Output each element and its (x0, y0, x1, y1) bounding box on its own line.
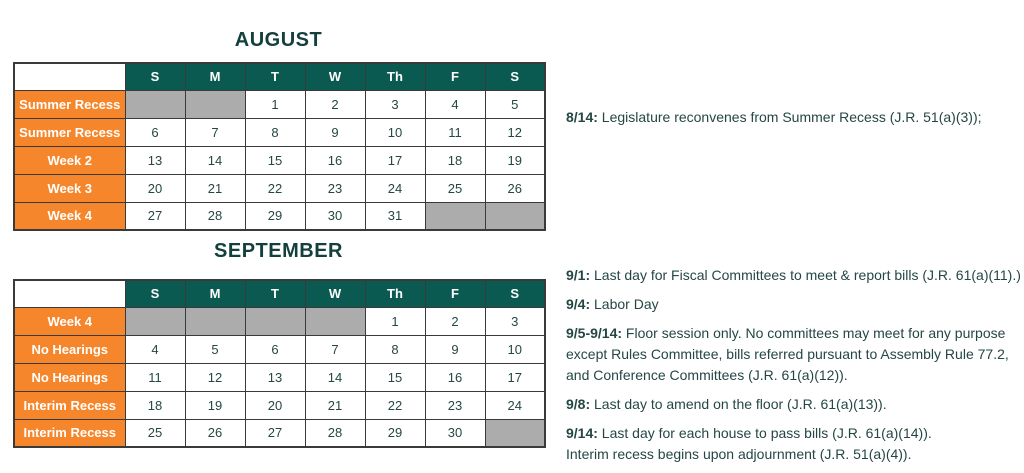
blocked-day-cell (245, 307, 305, 335)
calendar-week-row (14, 307, 545, 335)
day-cell: 5 (185, 335, 245, 363)
day-cell: 7 (305, 335, 365, 363)
day-cell: 6 (245, 335, 305, 363)
week-label-cell: Interim Recess (14, 391, 125, 419)
day-cell: 30 (305, 202, 365, 230)
day-cell: 12 (485, 118, 545, 146)
august-calendar-table (13, 62, 546, 231)
day-cell: 19 (185, 391, 245, 419)
week-label-cell: Week 4 (14, 307, 125, 335)
deadline-note: 9/5-9/14: Floor session only. No committees may meet for any purpose except Rules Committee, bills referred pursuant to Assembly Rule 77.2, and Conference Committees (J.R. 61(a)(12)). (566, 325, 1009, 383)
day-cell: 12 (185, 363, 245, 391)
day-cell: 17 (365, 146, 425, 174)
august-notes (566, 107, 1022, 136)
blocked-day-cell (185, 90, 245, 118)
deadline-note: 8/14: Legislature reconvenes from Summer Recess (J.R. 51(a)(3)); (566, 109, 982, 125)
week-label-cell: Week 3 (14, 174, 125, 202)
day-cell: 14 (185, 146, 245, 174)
day-cell: 3 (365, 90, 425, 118)
day-cell: 23 (425, 391, 485, 419)
day-cell: 5 (485, 90, 545, 118)
note-date: 9/5-9/14: (566, 325, 623, 341)
day-cell: 23 (305, 174, 365, 202)
day-cell: 18 (425, 146, 485, 174)
day-header-cell: F (425, 63, 485, 90)
note-date: 8/14: (566, 109, 598, 125)
calendar-week-row (14, 174, 545, 202)
corner-cell (14, 280, 125, 307)
day-cell: 13 (245, 363, 305, 391)
day-cell: 25 (125, 419, 185, 447)
day-cell: 11 (425, 118, 485, 146)
day-header-cell: S (125, 280, 185, 307)
corner-cell (14, 63, 125, 90)
day-cell: 16 (425, 363, 485, 391)
day-cell: 15 (365, 363, 425, 391)
calendar-week-row (14, 391, 545, 419)
day-cell: 24 (365, 174, 425, 202)
blocked-day-cell (305, 307, 365, 335)
day-cell: 30 (425, 419, 485, 447)
day-header-cell: T (245, 63, 305, 90)
day-cell: 2 (425, 307, 485, 335)
week-label-cell: Interim Recess (14, 419, 125, 447)
deadline-note: 9/8: Last day to amend on the floor (J.R. 61(a)(13)). (566, 396, 887, 412)
day-cell: 31 (365, 202, 425, 230)
september-month-title: SEPTEMBER (214, 240, 343, 262)
note-date: 9/4: (566, 296, 591, 312)
calendar-week-row (14, 202, 545, 230)
day-cell: 9 (305, 118, 365, 146)
calendar-week-row (14, 419, 545, 447)
day-cell: 10 (485, 335, 545, 363)
day-header-cell: M (185, 280, 245, 307)
deadline-note: 9/1: Last day for Fiscal Committees to meet & report bills (J.R. 61(a)(11).) (566, 267, 1021, 283)
day-cell: 29 (245, 202, 305, 230)
day-cell: 28 (185, 202, 245, 230)
calendar-week-row (14, 90, 545, 118)
day-header-cell: F (425, 280, 485, 307)
day-cell: 19 (485, 146, 545, 174)
blocked-day-cell (125, 307, 185, 335)
day-cell: 28 (305, 419, 365, 447)
day-cell: 27 (245, 419, 305, 447)
day-header-cell: W (305, 63, 365, 90)
day-cell: 21 (185, 174, 245, 202)
blocked-day-cell (185, 307, 245, 335)
day-cell: 4 (425, 90, 485, 118)
deadline-note: 9/4: Labor Day (566, 296, 659, 312)
day-cell: 14 (305, 363, 365, 391)
september-calendar-table (13, 279, 546, 448)
day-header-cell: T (245, 280, 305, 307)
calendar-week-row (14, 335, 545, 363)
day-cell: 13 (125, 146, 185, 174)
day-header-cell: M (185, 63, 245, 90)
day-cell: 27 (125, 202, 185, 230)
week-label-cell: Week 2 (14, 146, 125, 174)
day-cell: 18 (125, 391, 185, 419)
calendar-week-row (14, 363, 545, 391)
calendar-week-row (14, 118, 545, 146)
day-cell: 17 (485, 363, 545, 391)
day-cell: 20 (245, 391, 305, 419)
day-cell: 1 (365, 307, 425, 335)
day-header-cell: S (485, 63, 545, 90)
day-cell: 11 (125, 363, 185, 391)
day-cell: 2 (305, 90, 365, 118)
day-cell: 9 (425, 335, 485, 363)
day-header-cell: S (485, 280, 545, 307)
deadline-note: 9/14: Last day for each house to pass bills (J.R. 61(a)(14)). Interim recess begins upon adjournment (J.R. 51(a)(4)). (566, 425, 932, 462)
day-header-cell: Th (365, 280, 425, 307)
day-header-cell: Th (365, 63, 425, 90)
day-cell: 7 (185, 118, 245, 146)
day-cell: 4 (125, 335, 185, 363)
day-cell: 25 (425, 174, 485, 202)
day-cell: 3 (485, 307, 545, 335)
blocked-day-cell (485, 419, 545, 447)
september-notes (566, 265, 1022, 473)
day-cell: 16 (305, 146, 365, 174)
week-label-cell: Week 4 (14, 202, 125, 230)
day-header-cell: S (125, 63, 185, 90)
note-date: 9/8: (566, 396, 591, 412)
note-date: 9/14: (566, 425, 598, 441)
week-label-cell: No Hearings (14, 335, 125, 363)
week-label-cell: No Hearings (14, 363, 125, 391)
day-cell: 8 (365, 335, 425, 363)
day-cell: 8 (245, 118, 305, 146)
day-cell: 21 (305, 391, 365, 419)
day-header-cell: W (305, 280, 365, 307)
day-cell: 10 (365, 118, 425, 146)
day-cell: 20 (125, 174, 185, 202)
day-cell: 24 (485, 391, 545, 419)
august-month-title: AUGUST (234, 29, 323, 51)
day-cell: 1 (245, 90, 305, 118)
blocked-day-cell (125, 90, 185, 118)
day-cell: 22 (245, 174, 305, 202)
calendar-week-row (14, 146, 545, 174)
day-cell: 29 (365, 419, 425, 447)
day-cell: 26 (485, 174, 545, 202)
day-cell: 6 (125, 118, 185, 146)
day-cell: 26 (185, 419, 245, 447)
blocked-day-cell (425, 202, 485, 230)
week-label-cell: Summer Recess (14, 118, 125, 146)
week-label-cell: Summer Recess (14, 90, 125, 118)
day-cell: 22 (365, 391, 425, 419)
note-date: 9/1: (566, 267, 591, 283)
day-cell: 15 (245, 146, 305, 174)
blocked-day-cell (485, 202, 545, 230)
